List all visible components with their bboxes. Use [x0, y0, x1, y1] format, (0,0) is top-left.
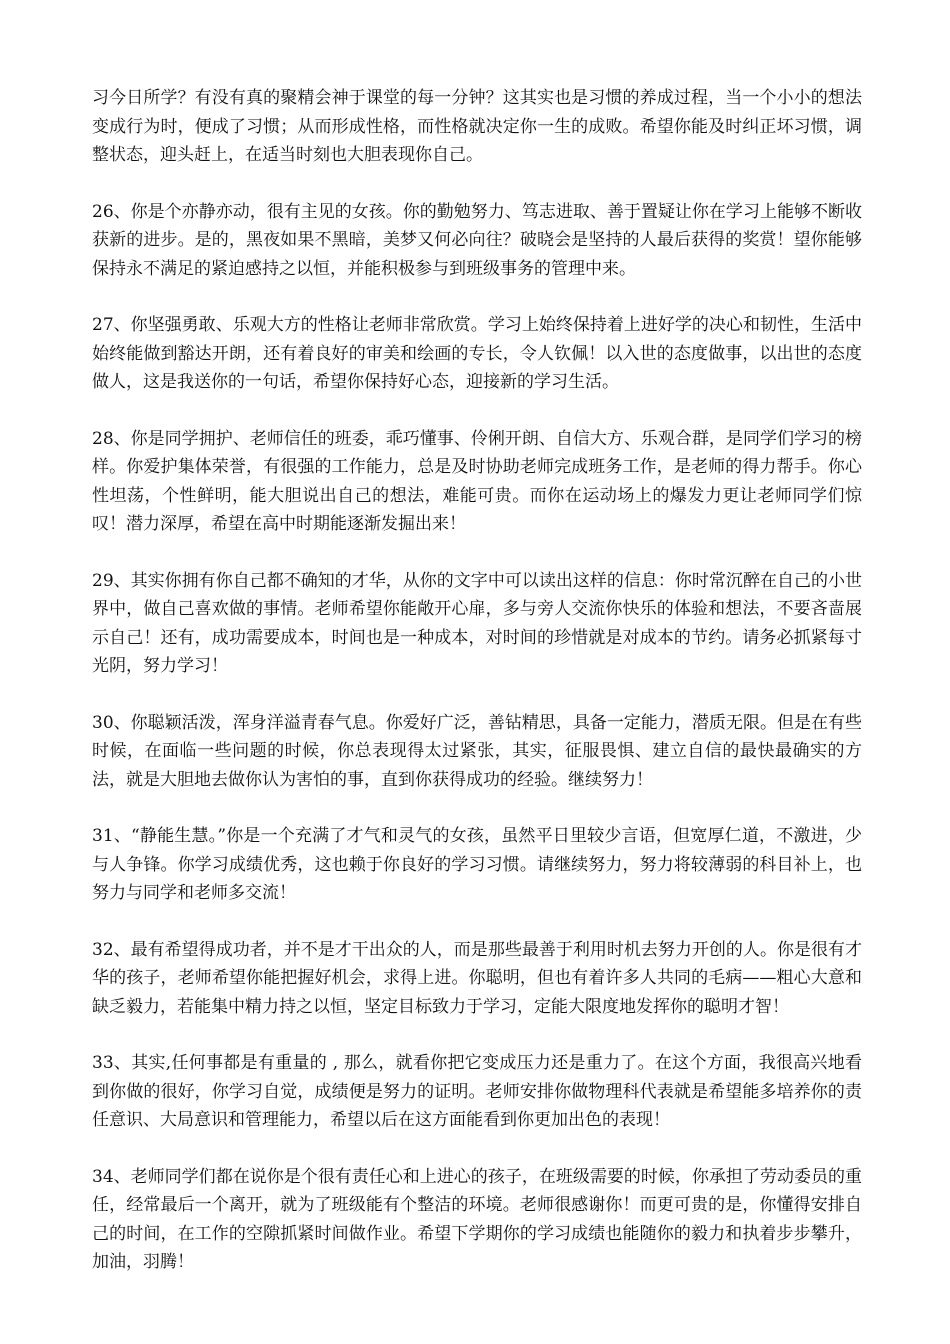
paragraph-30: 30、你聪颖活泼，浑身洋溢青春气息。你爱好广泛，善钻精思，具备一定能力，潜质无限。但是在有些时候，在面临一些问题的时候，你总表现得太过紧张，其实，征服畏惧、建立自信的最快最确实的方法，就是大胆地去做你认为害怕的事，直到你获得成功的经验。继续努力！: [92, 712, 862, 790]
paragraph-32: 32、最有希望得成功者，并不是才干出众的人，而是那些最善于利用时机去努力开创的人。你是很有才华的孩子，老师希望你能把握好机会，求得上进。你聪明，但也有着许多人共同的毛病——粗心大意和缺乏毅力，若能集中精力持之以恒，坚定目标致力于学习，定能大限度地发挥你的聪明才智！: [92, 939, 862, 1017]
paragraph-34: 34、老师同学们都在说你是个很有责任心和上进心的孩子，在班级需要的时候，你承担了劳动委员的重任，经常最后一个离开，就为了班级能有个整洁的环境。老师很感谢你！而更可贵的是，你懂得安排自己的时间，在工作的空隙抓紧时间做作业。希望下学期你的学习成绩也能随你的毅力和执着步步攀升，加油，羽腾！: [92, 1166, 862, 1272]
paragraph-continuation: 习今日所学？有没有真的聚精会神于课堂的每一分钟？这其实也是习惯的养成过程，当一个小小的想法变成行为时，便成了习惯；从而形成性格，而性格就决定你一生的成败。希望你能及时纠正坏习惯，调整状态，迎头赶上，在适当时刻也大胆表现你自己。: [92, 88, 862, 165]
paragraph-28: 28、你是同学拥护、老师信任的班委，乖巧懂事、伶俐开朗、自信大方、乐观合群，是同学们学习的榜样。你爱护集体荣誉，有很强的工作能力，总是及时协助老师完成班务工作，是老师的得力帮手。你心性坦荡，个性鲜明，能大胆说出自己的想法，难能可贵。而你在运动场上的爆发力更让老师同学们惊叹！潜力深厚，希望在高中时期能逐渐发掘出来！: [92, 428, 862, 534]
paragraph-33: 33、其实,任何事都是有重量的 , 那么，就看你把它变成压力还是重力了。在这个方面，我很高兴地看到你做的很好，你学习自觉，成绩便是努力的证明。老师安排你做物理科代表就是希望能多培养你的责任意识、大局意识和管理能力，希望以后在这方面能看到你更加出色的表现！: [92, 1053, 862, 1130]
document-page: [92, 84, 862, 1305]
paragraph-31: 31、“静能生慧。”你是一个充满了才气和灵气的女孩，虽然平日里较少言语，但宽厚仁道，不激进，少与人争锋。你学习成绩优秀，这也赖于你良好的学习习惯。请继续努力，努力将较薄弱的科目补上，也努力与同学和老师多交流！: [92, 826, 862, 903]
paragraph-29: 29、其实你拥有你自己都不确知的才华，从你的文字中可以读出这样的信息：你时常沉醉在自己的小世界中，做自己喜欢做的事情。老师希望你能敞开心扉，多与旁人交流你快乐的体验和想法，不要吝啬展示自己！还有，成功需要成本，时间也是一种成本，对时间的珍惜就是对成本的节约。请务必抓紧每寸光阴，努力学习！: [92, 570, 862, 676]
paragraph-27: 27、你坚强勇敢、乐观大方的性格让老师非常欣赏。学习上始终保持着上进好学的决心和韧性，生活中始终能做到豁达开朗，还有着良好的审美和绘画的专长，令人钦佩！以入世的态度做事，以出世的态度做人，这是我送你的一句话，希望你保持好心态，迎接新的学习生活。: [92, 315, 862, 392]
paragraph-26: 26、你是个亦静亦动，很有主见的女孩。你的勤勉努力、笃志进取、善于置疑让你在学习上能够不断收获新的进步。是的，黑夜如果不黑暗，美梦又何必向往？破晓会是坚持的人最后获得的奖赏！望你能够保持永不满足的紧迫感持之以恒，并能积极参与到班级事务的管理中来。: [92, 201, 862, 279]
